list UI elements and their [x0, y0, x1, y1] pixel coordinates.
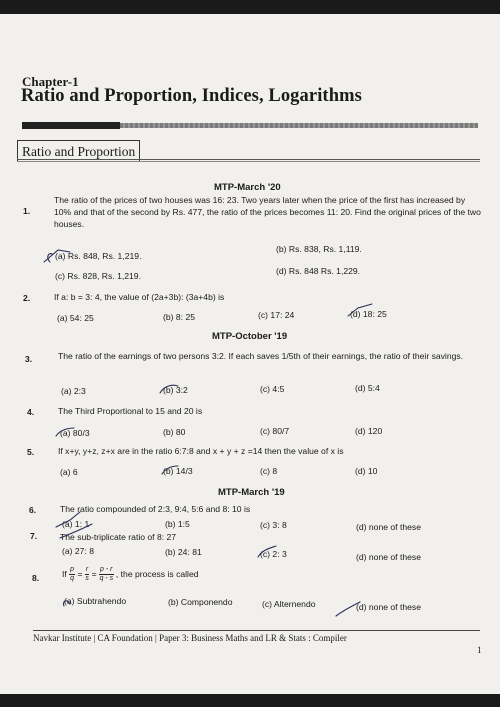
option-d: (d) none of these: [356, 522, 421, 532]
option-b: (b) 3:2: [163, 385, 188, 395]
equals-sign: =: [77, 568, 83, 579]
footer-text: Navkar Institute | CA Foundation | Paper 3: Business Maths and LR & Stats : Compiler: [33, 633, 347, 643]
question-number: 6.: [29, 505, 37, 515]
exam-heading: MTP-October '19: [212, 331, 288, 342]
question-text: The sub-triplicate ratio of 8: 27: [60, 532, 177, 542]
question-number: 3.: [25, 354, 33, 364]
question-text: The ratio compounded of 2:3, 9:4, 5:6 and 8: 10 is: [60, 504, 251, 514]
question-text-prefix: If: [62, 568, 67, 579]
question-number: 1.: [23, 206, 31, 216]
option-d: (d) none of these: [356, 552, 421, 562]
option-a: (a) 27: 8: [62, 546, 95, 556]
option-b: (b) 1:5: [165, 519, 190, 529]
option-c: (c) 3: 8: [260, 520, 287, 530]
question-number: 2.: [23, 293, 31, 303]
section-divider: [17, 159, 480, 160]
option-b: (b) 24: 81: [165, 547, 202, 557]
fraction-p-over-q: $\frac{p}{q}$: [70, 566, 75, 582]
equals-sign: =: [91, 568, 97, 579]
question-number: 4.: [27, 407, 35, 417]
footer-divider: [33, 630, 480, 631]
option-c: (c) 80/7: [260, 426, 290, 436]
option-c: (c) 17: 24: [258, 310, 295, 320]
page-number: 1: [477, 645, 482, 655]
option-d: (d) 120: [355, 426, 383, 436]
question-text: If x+y, y+z, z+x are in the ratio 6:7:8 and x + y + z =14 then the value of x is: [58, 446, 344, 456]
option-b: (b) 14/3: [163, 466, 193, 476]
option-a: (a) Rs. 848, Rs. 1,219.: [55, 251, 142, 261]
question-text: The ratio of the earnings of two persons 3:2. If each saves 1/5th of their earnings, the ratio of their savings.: [58, 351, 464, 361]
option-b: (b) 8: 25: [163, 312, 196, 322]
fraction-difference: $\frac{p - r}{q - s}$: [99, 566, 114, 582]
title-underline-grey: [120, 123, 478, 128]
option-c: (c) Rs. 828, Rs. 1,219.: [55, 271, 141, 281]
option-d: (d) 5:4: [355, 383, 380, 393]
option-d: (d) Rs. 848 Rs. 1,229.: [276, 266, 361, 276]
option-a: (a) 2:3: [61, 386, 86, 396]
fraction-r-over-s: $\frac{r}{s}$: [85, 566, 89, 582]
exam-heading: MTP-March '19: [218, 487, 285, 498]
title-underline-dark: [22, 122, 120, 129]
question-text: [62, 566, 199, 583]
option-c: (c) 4:5: [260, 384, 285, 394]
option-b: (b) Componendo: [168, 597, 233, 607]
question-number: 7.: [30, 531, 38, 541]
option-b: (b) 80: [163, 427, 186, 437]
option-a: (a) 54: 25: [57, 313, 94, 323]
section-title: Ratio and Proportion: [17, 140, 140, 162]
section-divider-secondary: [17, 161, 480, 162]
option-d: (d) 18: 25: [350, 309, 387, 319]
question-text: The Third Proportional to 15 and 20 is: [58, 406, 203, 416]
question-text-suffix: , the process is called: [115, 568, 199, 579]
option-c: (c) 2: 3: [260, 549, 287, 559]
question-text: If a: b = 3: 4, the value of (2a+3b): (3a+4b) is: [54, 292, 225, 302]
option-b: (b) Rs. 838, Rs. 1,119.: [276, 244, 362, 254]
option-a: (a) 80/3: [60, 428, 90, 438]
option-a: (a) 6: [60, 467, 78, 477]
exam-heading: MTP-March '20: [214, 182, 281, 193]
chapter-title: Ratio and Proportion, Indices, Logarithms: [21, 86, 362, 106]
question-text: The ratio of the prices of two houses was 16: 23. Two years later when the price of the first has increased by 10% and that of the second by Rs. 477, the ratio of the prices becomes 11: 20. Find the original prices of the two houses.: [54, 195, 481, 229]
question-number: 5.: [27, 447, 35, 457]
option-d: (d) 10: [355, 466, 378, 476]
option-d: (d) none of these: [356, 602, 421, 612]
question-number: 8.: [32, 573, 40, 583]
option-a: (a) 1: 1: [62, 519, 90, 529]
option-c: (c) 8: [260, 466, 278, 476]
option-c: (c) Alternendo: [262, 599, 316, 609]
option-a: (a) Subtrahendo: [64, 596, 127, 606]
chapter-label: Chapter-1: [22, 74, 79, 89]
